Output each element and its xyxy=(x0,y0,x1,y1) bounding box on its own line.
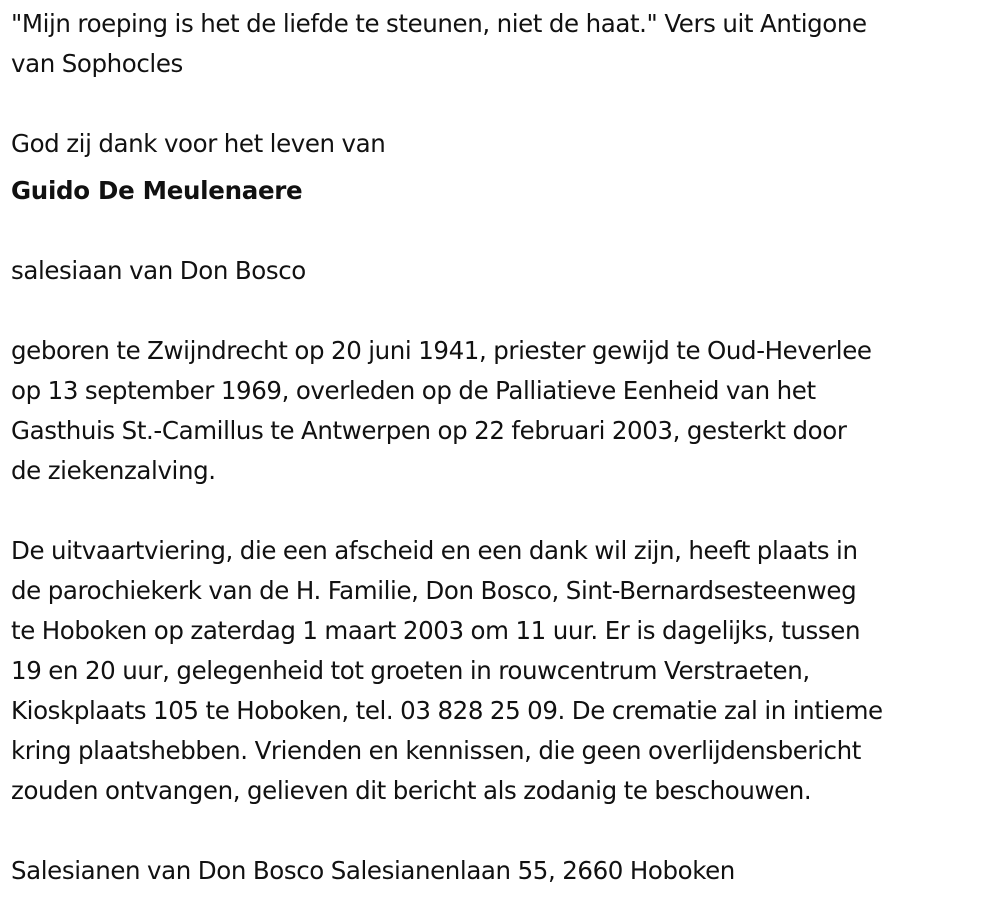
biography-line: op 13 september 1969, overleden op de Palliatieve Eenheid van het xyxy=(11,376,816,405)
funeral-line: de parochiekerk van de H. Familie, Don Bosco, Sint-Bernardsesteenweg xyxy=(11,576,857,605)
spacer xyxy=(11,491,986,531)
address-line: Salesianen van Don Bosco Salesianenlaan 55, 2660 Hoboken xyxy=(11,856,735,885)
biography-line: de ziekenzalving. xyxy=(11,456,216,485)
deceased-name: Guido De Meulenaere xyxy=(11,176,303,205)
funeral-line: De uitvaartviering, die een afscheid en een dank wil zijn, heeft plaats in xyxy=(11,536,858,565)
funeral-line: Kioskplaats 105 te Hoboken, tel. 03 828 25 09. De crematie zal in intieme xyxy=(11,696,883,725)
quote-line: "Mijn roeping is het de liefde te steunen, niet de haat." Vers uit Antigone xyxy=(11,9,867,38)
thanks-line: God zij dank voor het leven van xyxy=(11,129,386,158)
quote-line: van Sophocles xyxy=(11,49,183,78)
role-line: salesiaan van Don Bosco xyxy=(11,256,306,285)
biography-paragraph xyxy=(11,331,986,491)
biography-line: geboren te Zwijndrecht op 20 juni 1941, priester gewijd te Oud-Heverlee xyxy=(11,336,872,365)
obituary-document xyxy=(11,4,986,891)
spacer xyxy=(11,811,986,851)
funeral-line: 19 en 20 uur, gelegenheid tot groeten in rouwcentrum Verstraeten, xyxy=(11,656,810,685)
spacer xyxy=(11,211,986,251)
funeral-paragraph xyxy=(11,531,986,811)
spacer xyxy=(11,291,986,331)
funeral-line: te Hoboken op zaterdag 1 maart 2003 om 11 uur. Er is dagelijks, tussen xyxy=(11,616,861,645)
biography-line: Gasthuis St.-Camillus te Antwerpen op 22 februari 2003, gesterkt door xyxy=(11,416,847,445)
spacer xyxy=(11,84,986,124)
funeral-line: kring plaatshebben. Vrienden en kennissen, die geen overlijdensbericht xyxy=(11,736,861,765)
quote-paragraph xyxy=(11,4,986,84)
funeral-line: zouden ontvangen, gelieven dit bericht als zodanig te beschouwen. xyxy=(11,776,812,805)
